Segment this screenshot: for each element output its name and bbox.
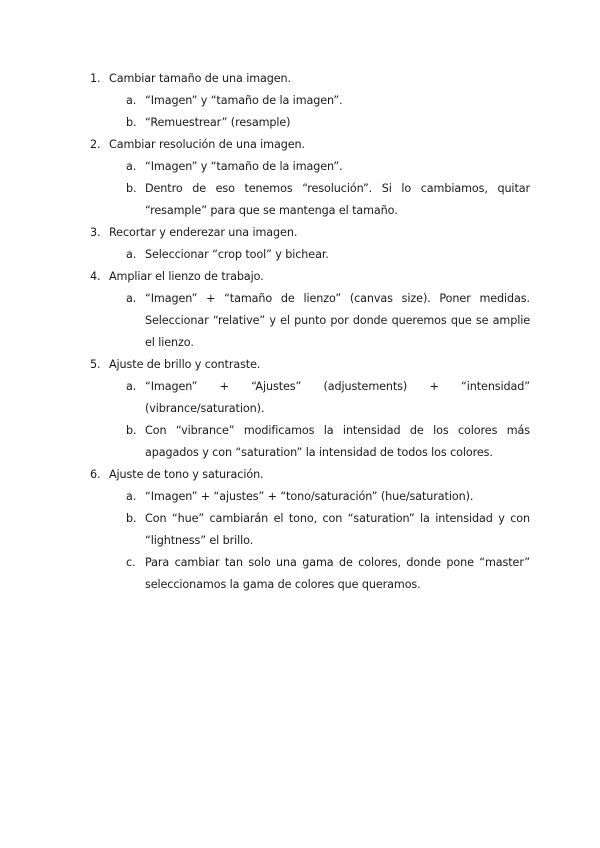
sub-item-letter: c. (126, 556, 136, 569)
sub-item-letter: a. (126, 94, 137, 107)
item-number: 5. (90, 358, 101, 371)
sub-item-text: “Remuestrear” (resample) (145, 116, 291, 129)
list-item-1 (90, 68, 530, 90)
item-number: 6. (90, 468, 101, 481)
sub-item-letter: b. (126, 116, 137, 129)
item-number: 4. (90, 270, 101, 283)
item-text: Recortar y enderezar una imagen. (109, 226, 298, 239)
sub-item-2a (90, 156, 530, 178)
sub-item-1a (90, 90, 530, 112)
sub-item-text: Para cambiar tan solo una gama de colores, donde pone “master” seleccionamos la gama de colores que queramos. (145, 556, 530, 591)
sub-item-text: “Imagen” y “tamaño de la imagen”. (145, 160, 343, 173)
sub-item-5b (90, 420, 530, 464)
list-item-6 (90, 464, 530, 486)
sub-item-letter: a. (126, 248, 137, 261)
sub-item-5a (90, 376, 530, 420)
sub-item-text: “Imagen” + “ajustes” + “tono/saturación” (hue/saturation). (145, 490, 474, 503)
sub-item-text: “Imagen” + “tamaño de lienzo” (canvas size). Poner medidas. Seleccionar “relative” y el punto por donde queremos que se amplie el lienzo. (145, 292, 530, 349)
sub-item-letter: a. (126, 292, 137, 305)
item-number: 1. (90, 72, 101, 85)
sub-item-6b (90, 508, 530, 552)
sub-item-letter: a. (126, 160, 137, 173)
list-item-2 (90, 134, 530, 156)
numbered-list (90, 68, 530, 596)
list-item-4 (90, 266, 530, 288)
sub-item-letter: b. (126, 182, 137, 195)
item-text: Cambiar tamaño de una imagen. (109, 72, 291, 85)
item-number: 3. (90, 226, 101, 239)
item-text: Ajuste de brillo y contraste. (109, 358, 261, 371)
sub-item-2b (90, 178, 530, 222)
sub-item-text: “Imagen” y “tamaño de la imagen”. (145, 94, 343, 107)
sub-item-letter: b. (126, 424, 137, 437)
sub-item-letter: a. (126, 380, 137, 393)
sub-item-6c (90, 552, 530, 596)
sub-item-text: Seleccionar “crop tool” y bichear. (145, 248, 329, 261)
sub-item-text: “Imagen” + “Ajustes” (adjustements) + “intensidad” (vibrance/saturation). (145, 380, 530, 415)
item-text: Cambiar resolución de una imagen. (109, 138, 305, 151)
item-text: Ajuste de tono y saturación. (109, 468, 264, 481)
sub-item-text: Dentro de eso tenemos “resolución”. Si lo cambiamos, quitar “resample” para que se mantenga el tamaño. (145, 182, 530, 217)
sub-item-text: Con “vibrance” modificamos la intensidad de los colores más apagados y con “saturation” la intensidad de todos los colores. (145, 424, 530, 459)
item-text: Ampliar el lienzo de trabajo. (109, 270, 264, 283)
sub-item-letter: a. (126, 490, 137, 503)
sub-item-text: Con “hue” cambiarán el tono, con “saturation” la intensidad y con “lightness” el brillo. (145, 512, 530, 547)
sub-item-1b (90, 112, 530, 134)
sub-item-6a (90, 486, 530, 508)
item-number: 2. (90, 138, 101, 151)
list-item-5 (90, 354, 530, 376)
sub-item-letter: b. (126, 512, 137, 525)
list-item-3 (90, 222, 530, 244)
sub-item-3a (90, 244, 530, 266)
sub-item-4a (90, 288, 530, 354)
